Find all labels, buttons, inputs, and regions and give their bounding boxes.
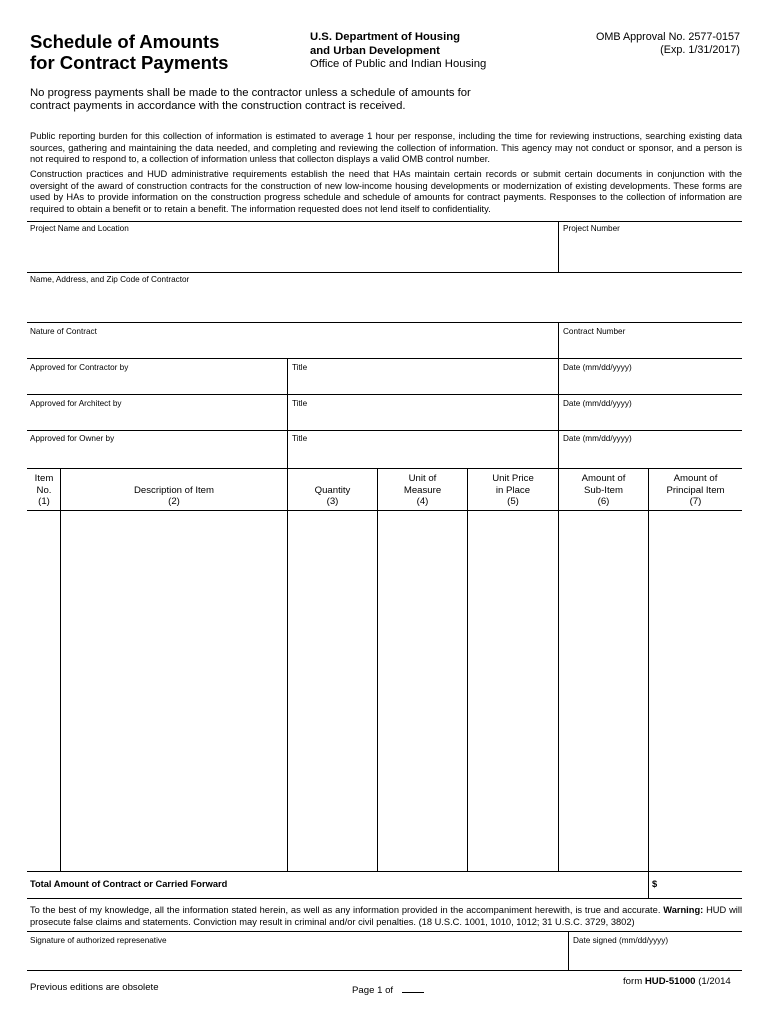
date-signed-divider — [568, 931, 569, 970]
approved-owner-label: Approved for Owner by — [30, 434, 115, 443]
column-header-unit-price — [468, 473, 558, 508]
title-column-divider — [287, 358, 288, 468]
approved-architect-label: Approved for Architect by — [30, 399, 122, 408]
form-divider — [27, 394, 742, 395]
burden-statement: Public reporting burden for this collection of information is estimated to average 1 hour per response, including the time for reviewing instructions, searching existing data sources, gathering and maintaining the data needed, and completing and reviewing the collection of information. This agency may not conduct or sponsor, and a person is not required to respond to, a collection of information unless that collecton displays a valid OMB control number. — [30, 131, 742, 165]
total-pages-blank — [402, 992, 424, 993]
column-header-line: Item — [34, 473, 54, 484]
agency-block — [310, 31, 486, 72]
column-header-line: in Place — [495, 484, 531, 496]
column-header-amount-sub-item — [559, 473, 648, 508]
total-currency-symbol: $ — [652, 879, 658, 889]
column-header-line: (5) — [507, 496, 519, 507]
form-revision-date: (1/2014 — [698, 976, 731, 987]
certification-statement — [30, 904, 742, 928]
omb-number: OMB Approval No. 2577-0157 — [595, 31, 740, 43]
agency-line2: and Urban Development — [310, 44, 440, 57]
contractor-title-label: Title — [292, 363, 308, 372]
table-column-divider — [558, 468, 559, 871]
table-header-divider — [27, 510, 742, 511]
purpose-statement: Construction practices and HUD administrative requirements establish the need that HAs maintain certain records or submit certain documents in conjunction with the oversight of the award of construction contracts for the construction of new low-income housing developments or modernization of existing developments. These forms are used by HAs to provide information on the construction progress schedule and schedule of amounts for contract payments. Responses to the collection of information are required to obtain a benefit or to retain a benefit. The information requested does not lend itself to confidentiality. — [30, 169, 742, 215]
payment-notice: No progress payments shall be made to the contractor unless a schedule of amounts for contract payments in accordance with the construction contract is received. — [30, 87, 471, 112]
column-header-line: (7) — [689, 496, 702, 507]
table-column-divider — [60, 468, 61, 871]
column-header-line: Amount of — [673, 473, 718, 484]
page-of-label: Page 1 of — [352, 985, 394, 996]
form-divider — [27, 272, 742, 273]
page-number — [352, 985, 424, 996]
previous-editions-note: Previous editions are obsolete — [30, 982, 159, 993]
signature-top-border — [27, 931, 742, 932]
table-column-divider — [287, 468, 288, 871]
architect-date-label: Date (mm/dd/yyyy) — [563, 399, 632, 408]
column-header-line: (6) — [597, 496, 610, 507]
signature-label: Signature of authorized represenative — [30, 936, 167, 945]
form-divider — [27, 430, 742, 431]
form-id: HUD-51000 — [644, 976, 696, 987]
warning-text: HUD will prosecute false claims and statements. Conviction may result in criminal and/or civil penalties. (18 U.S.C. 1001, 1010, 1012; 31 U.S.C. 3729, 3802) — [30, 905, 743, 927]
form-divider — [27, 322, 742, 323]
project-number-label: Project Number — [563, 224, 620, 233]
table-column-divider — [467, 468, 468, 871]
column-header-line: Unit Price — [492, 473, 534, 484]
column-header-item-no — [28, 473, 60, 508]
nature-of-contract-label: Nature of Contract — [30, 327, 97, 336]
column-header-quantity — [288, 473, 377, 508]
omb-approval — [596, 31, 740, 57]
column-header-line: (1) — [38, 496, 50, 507]
warning-label: Warning: — [663, 905, 704, 915]
column-header-line: (4) — [416, 496, 429, 507]
project-number-divider — [558, 221, 559, 272]
column-header-line: Amount of — [581, 473, 626, 484]
approved-contractor-label: Approved for Contractor by — [30, 363, 129, 372]
column-header-description — [61, 473, 287, 508]
column-header-line: No. — [36, 484, 52, 496]
form-number — [623, 976, 731, 987]
column-header-line: Quantity — [314, 484, 351, 496]
omb-expiration: (Exp. 1/31/2017) — [660, 44, 740, 56]
column-header-unit-of-measure — [378, 473, 467, 508]
agency-office: Office of Public and Indian Housing — [310, 58, 487, 70]
date-column-divider — [558, 322, 559, 468]
owner-title-label: Title — [292, 434, 308, 443]
project-name-label: Project Name and Location — [30, 224, 129, 233]
table-column-divider — [377, 468, 378, 871]
contractor-date-label: Date (mm/dd/yyyy) — [563, 363, 632, 372]
agency-line1: U.S. Department of Housing — [310, 31, 461, 43]
total-divider — [27, 898, 742, 899]
form-title-line2: for Contract Payments — [30, 52, 229, 73]
form-top-border — [27, 221, 742, 222]
column-header-line: Principal Item — [666, 484, 725, 496]
column-header-line — [61, 473, 287, 485]
table-top-border — [27, 468, 742, 469]
contract-number-label: Contract Number — [563, 327, 626, 336]
date-signed-label: Date signed (mm/dd/yyyy) — [573, 936, 669, 945]
form-prefix: form — [623, 976, 643, 987]
form-divider — [27, 358, 742, 359]
contractor-address-label: Name, Address, and Zip Code of Contractor — [30, 275, 190, 284]
architect-title-label: Title — [292, 399, 308, 408]
certification-text: To the best of my knowledge, all the information stated herein, as well as any information provided in the accompaniment herewith, is true and accurate. — [30, 905, 661, 915]
column-header-line: Unit of — [408, 473, 437, 484]
owner-date-label: Date (mm/dd/yyyy) — [563, 434, 632, 443]
column-header-line: Description of Item — [134, 484, 214, 496]
signature-bottom-border — [27, 970, 742, 971]
column-header-amount-principal — [649, 473, 742, 508]
table-bottom-border — [27, 871, 742, 872]
column-header-line — [288, 473, 377, 485]
column-header-line: (3) — [326, 496, 339, 507]
table-column-divider — [648, 468, 649, 898]
column-header-line: Measure — [403, 484, 442, 496]
column-header-line: (2) — [168, 496, 180, 507]
column-header-line: Sub-Item — [584, 484, 623, 496]
total-amount-label: Total Amount of Contract or Carried Forward — [30, 879, 228, 889]
form-title-line1: Schedule of Amounts — [30, 31, 220, 52]
form-title — [30, 31, 228, 73]
